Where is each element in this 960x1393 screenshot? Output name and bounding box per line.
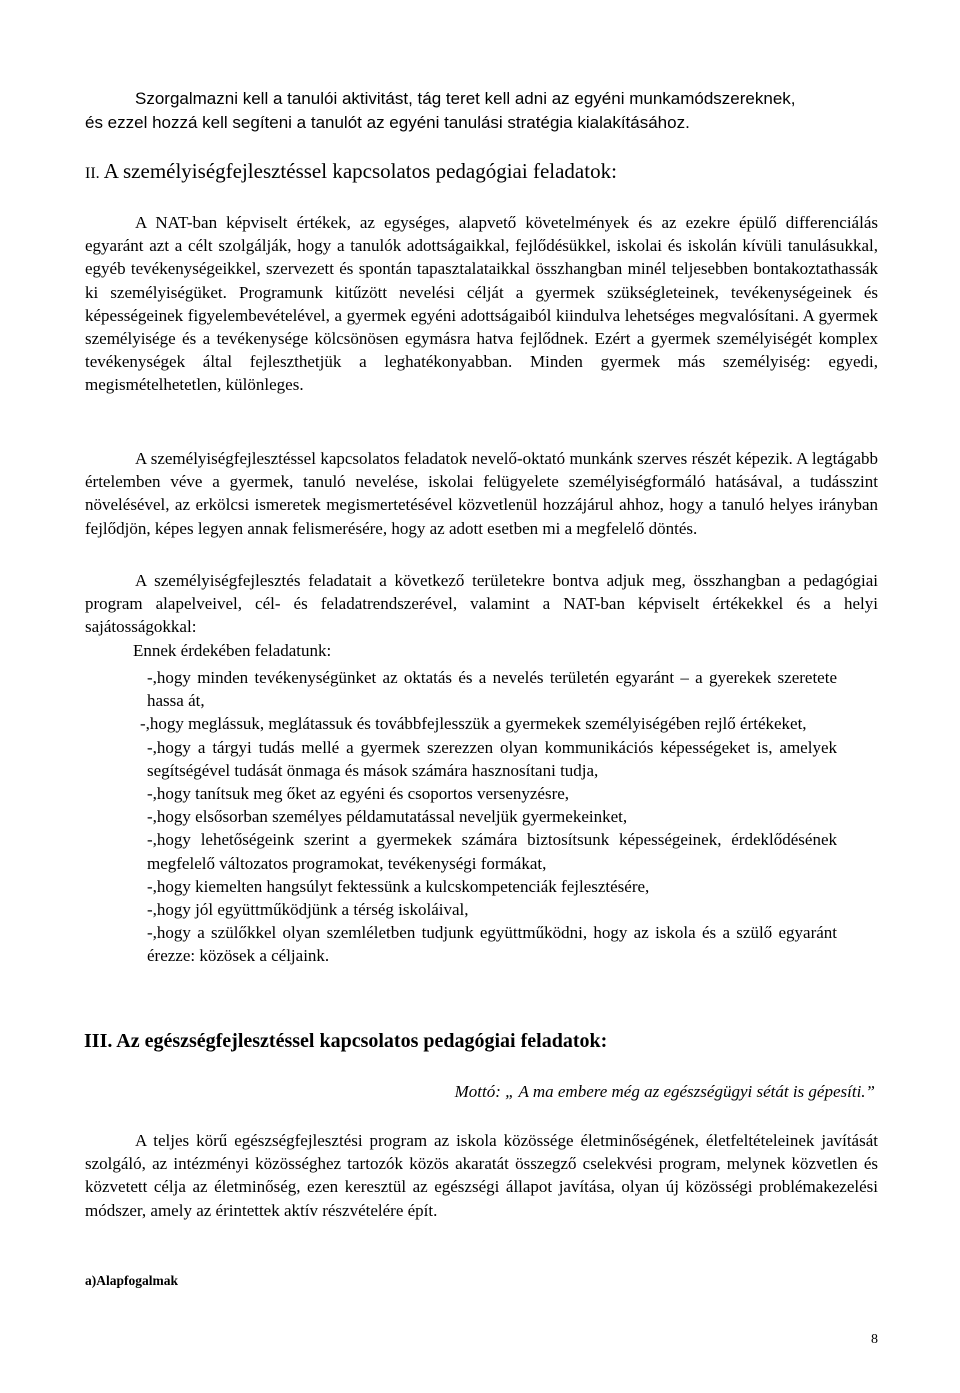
section-2-paragraph-3: A személyiségfejlesztés feladatait a következő területekre bontva adjuk meg, összhangban a pedagógiai program alapelveivel, cél- és feladatrendszerével, valamint a NAT-ban képviselt értékekkel és a helyi sajátosságokkal:: [85, 571, 878, 637]
section-2-paragraph-1: A NAT-ban képviselt értékek, az egységes, alapvető követelmények és az ezekre épülő differenciálás egyaránt azt a célt szolgálják, hogy a tanulók adottságaikkal, fejlődésükkel, iskolai és iskolán kívüli tanulásukkal, egyéb tevékenységeikkel, szervezett és spontán tapasztalataikkal összhangban minél teljesebben bontakoztathassák ki személyiségüket. Programunk kitűzött nevelési célját a gyermek szükségleteinek, tevékenységeinek és képességeinek figyelembevételével, a gyermek egyéni adottságaiból kiindulva lehetséges megvalósítani. A gyermek személyisége és a tevékenysége kölcsönösen egymásra hatva fejlődnek. Ezért a gyermek személyiségét komplex tevékenységek által fejleszthetjük a leghatékonyabban. Minden gyermek más személyiség: egyedi, megismételhetetlen, különleges.: [85, 213, 878, 395]
motto-label: Mottó:: [454, 1082, 501, 1101]
list-item: -,hogy minden tevékenységünket az oktatás és a nevelés területén egyaránt – a gyerekek szeretete hassa át,: [147, 668, 837, 711]
motto: [455, 1080, 875, 1104]
list-item: -,hogy a tárgyi tudás mellé a gyermek szerezzen olyan kommunikációs képességeket is, amelyek segítségével tudását önmaga és mások számára hasznosítani tudja,: [147, 737, 837, 780]
list-item: -,hogy jól együttműködjünk a térség iskoláival,: [147, 900, 469, 920]
page-number: 8: [871, 1332, 878, 1347]
list-item: -,hogy elsősorban személyes példamutatással neveljük gyermekeinket,: [147, 807, 628, 827]
section-2-title: A személyiségfejlesztéssel kapcsolatos pedagógiai feladatok:: [103, 159, 617, 183]
motto-text: „ A ma embere még az egészségügyi sétát is gépesíti.”: [505, 1082, 875, 1101]
section-2-paragraph-2: A személyiségfejlesztéssel kapcsolatos feladatok nevelő-oktató munkánk szerves részét képezik. A legtágabb értelemben véve a gyermek, tanuló nevelése, iskolai felügyelete személyiségformáló hatásával, a tudásszint növelésével, az erkölcsi ismeretek megismertetésével közvetlenül hozzájárul ahhoz, hogy a tanuló helyes irányban fejlődjön, képes legyen annak felismerésére, hogy az adott esetben mi a megfelelő döntés.: [85, 449, 878, 538]
section-3-heading: III. Az egészségfejlesztéssel kapcsolatos pedagógiai feladatok:: [84, 1030, 608, 1052]
intro-line-2: és ezzel hozzá kell segíteni a tanulót az egyéni tanulási stratégia kialakításához.: [85, 112, 690, 132]
task-lead: Ennek érdekében feladatunk:: [133, 640, 332, 660]
section-2-heading: [85, 156, 617, 189]
section-2-body-3: [85, 569, 878, 662]
section-3-paragraph: A teljes körű egészségfejlesztési program az iskola közössége életminőségének, életfeltételeinek javítását szolgáló, az intézményi közösséghez tartozók közös akaratát összegző cselekvési program, melynek közvetlen és közvetett célja az életminőség, ezen keresztül az egészségi állapot javítása, olyan új közösségi problémakezelési módszer, amely az érintettek aktív részvételére épít.: [85, 1131, 878, 1220]
section-3-body: [85, 1129, 878, 1222]
list-item: -,hogy kiemelten hangsúlyt fektessünk a kulcskompetenciák fejlesztésére,: [147, 876, 650, 896]
task-list: [140, 666, 837, 968]
section-2-body: [85, 211, 878, 397]
list-item: -,hogy meglássuk, meglátassuk és továbbfejlesszük a gyermekek személyiségében rejlő értékeket,: [140, 714, 807, 734]
subheading-alapfogalmak: a)Alapfogalmak: [85, 1273, 179, 1288]
list-item: -,hogy tanítsuk meg őket az egyéni és csoportos versenyzésre,: [147, 784, 570, 804]
section-2-number: II.: [85, 165, 100, 182]
section-2-body-2: [85, 447, 878, 540]
list-item: -,hogy a szülőkkel olyan szemléletben tudjunk együttműködni, hogy az iskola és a szülő egyaránt érezze: közösek a céljaink.: [147, 923, 837, 966]
intro-line-1: Szorgalmazni kell a tanulói aktivitást, tág teret kell adni az egyéni munkamódszereknek,: [135, 89, 796, 108]
list-item: -,hogy lehetőségeink szerint a gyermekek számára biztosítsunk képességeinek, érdeklődésének megfelelő változatos programokat, tevékenységi formákat,: [147, 830, 837, 873]
intro-paragraph: [85, 87, 885, 134]
